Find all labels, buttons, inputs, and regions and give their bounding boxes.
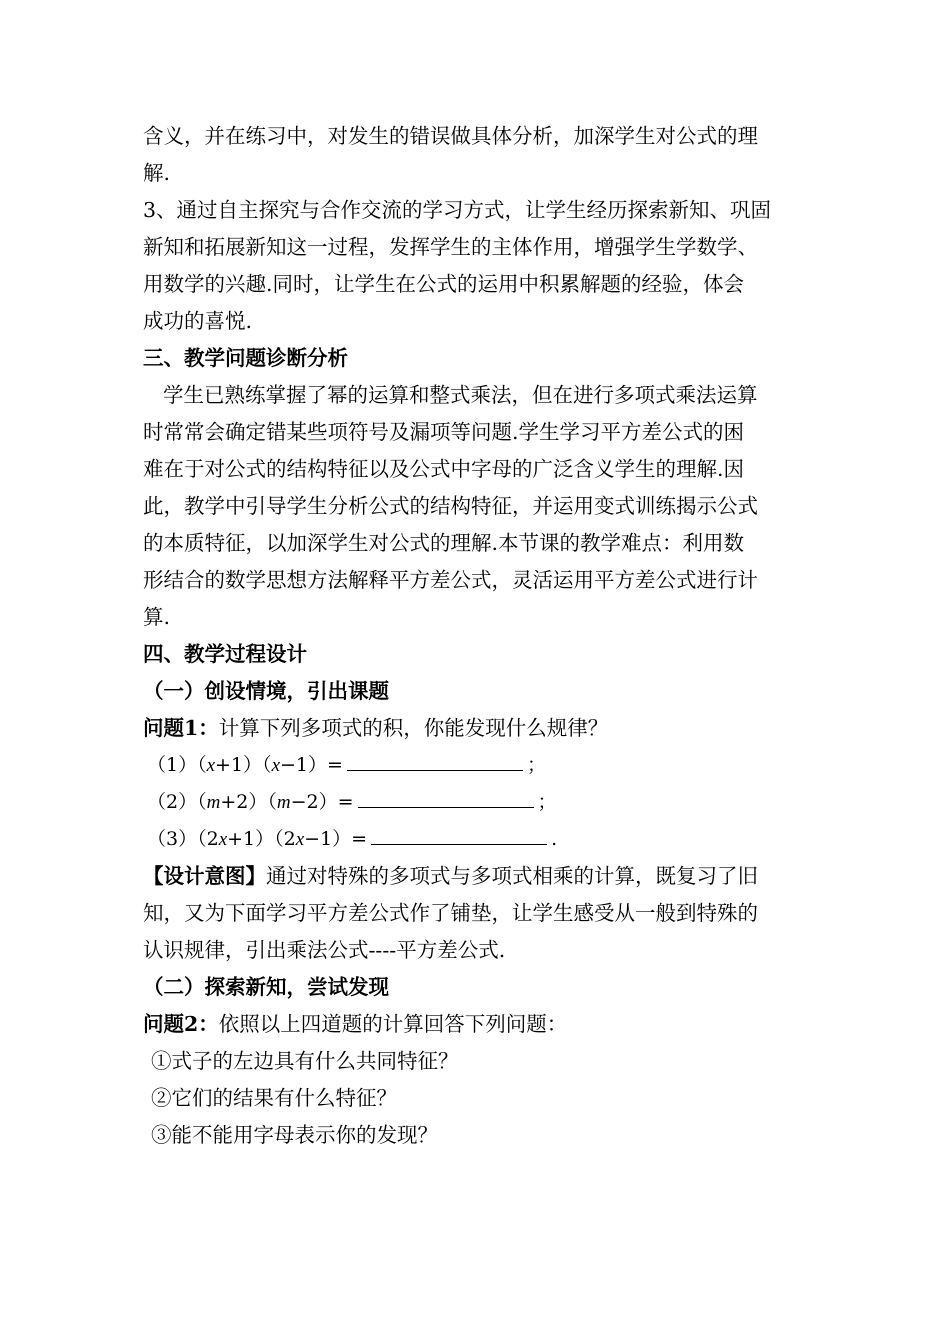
problem-2	[143, 1006, 808, 1043]
design-intent-text: 通过对特殊的多项式与多项式相乘的计算，既复习了旧	[266, 864, 758, 888]
paragraph-line: 知，又为下面学习平方差公式作了铺垫，让学生感受从一般到特殊的	[143, 901, 758, 925]
design-intent-label: 【设计意图】	[143, 864, 266, 888]
exercise-text: （	[197, 754, 207, 776]
exercise-3	[143, 821, 808, 858]
variable: x	[271, 755, 280, 776]
paragraph-line: 学生已熟练掌握了幂的运算和整式乘法，但在进行多项式乘法运算	[163, 383, 758, 407]
exercise-text: −1）=	[280, 754, 343, 776]
exercise-number: （2）	[147, 791, 198, 813]
paragraph-line: 形结合的数学思想方法解释平方差公式，灵活运用平方差公式进行计	[143, 568, 758, 592]
paragraph-line: 解.	[143, 161, 171, 185]
problem-1	[143, 710, 808, 747]
answer-blank[interactable]	[358, 789, 534, 808]
variable: x	[295, 829, 305, 850]
answer-blank[interactable]	[347, 752, 523, 771]
exercise-end: .	[551, 828, 558, 850]
exercise-text: +1）（2	[227, 828, 296, 850]
problem-text: 依照以上四道题的计算回答下列问题：	[218, 1012, 568, 1036]
paragraph-line: 3、通过自主探究与合作交流的学习方式，让学生经历探索新知、巩固	[143, 198, 772, 222]
variable: x	[218, 829, 228, 850]
paragraph-line: 此，教学中引导学生分析公式的结构特征，并运用变式训练揭示公式	[143, 494, 758, 518]
paragraph-line: 算.	[143, 605, 171, 629]
subsection-heading: （二）探索新知，尝试发现	[143, 975, 389, 999]
question-item: ③能不能用字母表示你的发现？	[151, 1123, 438, 1147]
variable: x	[206, 755, 216, 776]
paragraph-line: 新知和拓展新知这一过程，发挥学生的主体作用，增强学生学数学、	[143, 235, 758, 259]
paragraph-line: 含义，并在练习中，对发生的错误做具体分析，加深学生对公式的理	[143, 124, 758, 148]
paragraph-line: 的本质特征，以加深学生对公式的理解.本节课的教学难点：利用数	[143, 531, 745, 555]
exercise-text: +1）（	[215, 754, 272, 776]
question-item: ②它们的结果有什么特征？	[151, 1086, 397, 1110]
paragraph-line: 认识规律，引出乘法公式----平方差公式.	[143, 938, 506, 962]
paragraph-line: 成功的喜悦.	[143, 309, 253, 333]
exercise-text: −2）=	[290, 791, 354, 813]
exercise-end: ；	[526, 754, 546, 776]
answer-blank[interactable]	[371, 826, 547, 845]
exercise-text: （	[197, 791, 207, 813]
variable: m	[206, 792, 221, 813]
exercise-1	[143, 747, 808, 784]
exercise-end: ；	[537, 791, 557, 813]
problem-text: 计算下列多项式的积，你能发现什么规律？	[218, 716, 609, 740]
exercise-number: （3）	[147, 828, 198, 850]
section-heading: 三、教学问题诊断分析	[143, 346, 348, 370]
design-intent	[143, 858, 808, 895]
exercise-number: （1）	[147, 754, 198, 776]
exercise-text: −1）=	[304, 828, 368, 850]
problem-label: 问题1：	[143, 716, 219, 740]
problem-label: 问题2：	[143, 1012, 219, 1036]
exercise-text: （2	[197, 828, 219, 850]
subsection-heading: （一）创设情境，引出课题	[143, 679, 389, 703]
document-page	[143, 118, 808, 1154]
exercise-2	[143, 784, 808, 821]
variable: m	[276, 792, 291, 813]
exercise-text: +2）（	[220, 791, 277, 813]
paragraph-line: 难在于对公式的结构特征以及公式中字母的广泛含义学生的理解.因	[143, 457, 745, 481]
section-heading: 四、教学过程设计	[143, 642, 307, 666]
paragraph-line: 时常常会确定错某些项符号及漏项等问题.学生学习平方差公式的困	[143, 420, 745, 444]
paragraph-line: 用数学的兴趣.同时，让学生在公式的运用中积累解题的经验，体会	[143, 272, 745, 296]
question-item: ①式子的左边具有什么共同特征？	[151, 1049, 459, 1073]
